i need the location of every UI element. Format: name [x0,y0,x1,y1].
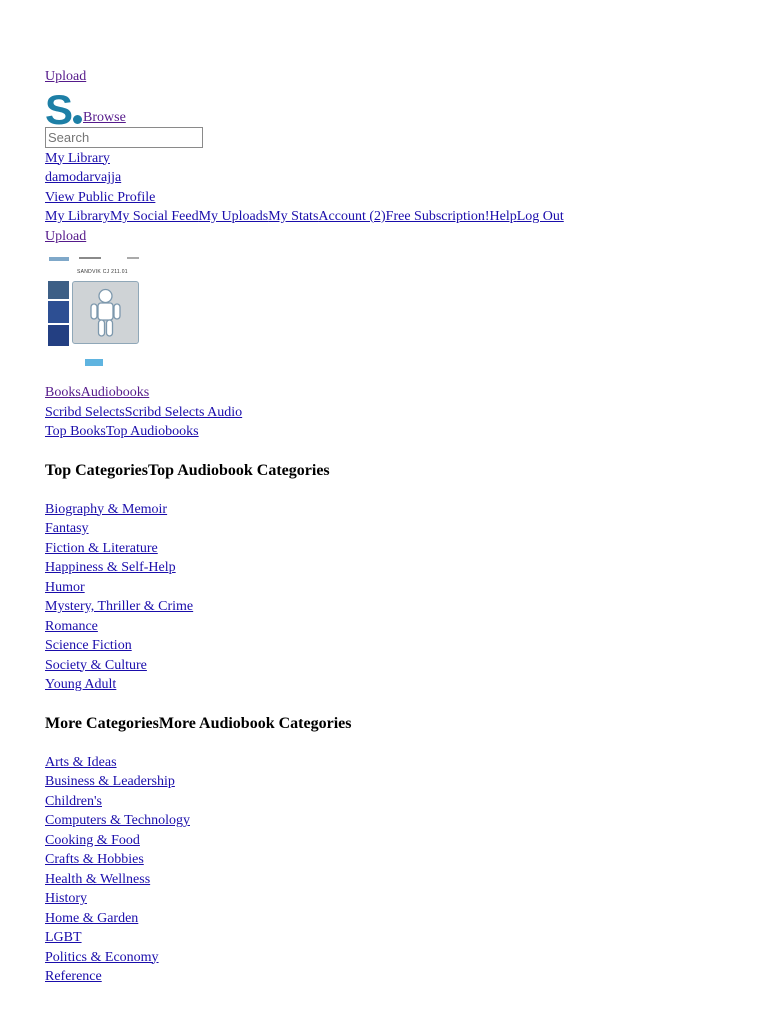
menu-log-out[interactable]: Log Out [516,209,564,224]
more-audiobook-categories-label: More Audiobook Categories [158,714,352,732]
category-arts-ideas[interactable]: Arts & Ideas [45,754,117,770]
category-society-culture[interactable]: Society & Culture [45,657,147,673]
category-history[interactable]: History [45,891,87,906]
category-humor[interactable]: Humor [45,579,85,595]
category-politics-economy[interactable]: Politics & Economy [45,949,159,965]
top-audiobooks-link[interactable]: Top Audiobooks [105,424,199,439]
category-health-wellness[interactable]: Health & Wellness [45,871,151,887]
category-happiness-self-help[interactable]: Happiness & Self-Help [45,560,176,575]
menu-my-stats[interactable]: My Stats [268,209,319,224]
menu-my-library[interactable]: My Library [45,209,110,224]
category-romance[interactable]: Romance [45,618,98,634]
browse-row-3 [45,422,745,442]
user-menu [45,207,745,227]
top-audiobook-categories-label: Top Audiobook Categories [147,461,330,479]
category-cooking-food[interactable]: Cooking & Food [45,832,140,848]
category-mystery-thriller-crime[interactable]: Mystery, Thriller & Crime [45,599,194,614]
scribd-logo[interactable] [45,85,82,133]
browse-row-1 [45,383,745,403]
scribd-selects-link[interactable]: Scribd Selects [45,404,125,420]
category-childrens[interactable]: Children's [45,793,102,809]
username-link[interactable]: damodarvajja [45,170,122,185]
browse-link[interactable]: Browse [83,109,126,125]
menu-free-subscription[interactable]: Free Subscription! [385,209,490,224]
menu-my-uploads[interactable]: My Uploads [198,209,269,224]
thumbnail-doc-title: SANDVIK CJ 211.01 [77,269,128,275]
category-fantasy[interactable]: Fantasy [45,521,89,536]
view-public-profile-link[interactable]: View Public Profile [45,189,156,205]
category-business-leadership[interactable]: Business & Leadership [45,774,175,789]
audiobooks-link[interactable]: Audiobooks [80,385,150,400]
page-content [45,67,745,987]
menu-account[interactable]: Account (2) [318,209,386,224]
scribd-selects-audio-link[interactable]: Scribd Selects Audio [124,404,243,420]
category-reference[interactable]: Reference [45,969,102,984]
menu-help[interactable]: Help [489,209,517,224]
top-categories-label: Top Categories [45,461,148,479]
more-categories-label: More Categories [45,714,159,732]
category-crafts-hobbies[interactable]: Crafts & Hobbies [45,852,144,867]
category-computers-technology[interactable]: Computers & Technology [45,813,190,828]
upload-link[interactable]: Upload [45,69,87,84]
top-categories-heading [45,461,745,481]
thumbnail-header [47,254,141,266]
menu-my-social-feed[interactable]: My Social Feed [109,209,199,224]
category-biography-memoir[interactable]: Biography & Memoir [45,501,168,517]
logo-letter: S [45,85,73,133]
category-young-adult[interactable]: Young Adult [45,677,117,692]
category-home-garden[interactable]: Home & Garden [45,910,139,926]
browse-row-2 [45,403,745,423]
more-categories-heading [45,714,745,734]
thumbnail-badge [85,359,103,366]
person-placeholder-icon [72,281,139,344]
thumbnail-image-strip [48,281,69,346]
logo-browse-row [45,85,745,133]
document-thumbnail[interactable] [45,254,145,374]
upload-link-2[interactable]: Upload [45,228,87,244]
category-science-fiction[interactable]: Science Fiction [45,638,132,653]
category-fiction-literature[interactable]: Fiction & Literature [45,540,158,556]
books-link[interactable]: Books [45,385,81,400]
top-books-link[interactable]: Top Books [45,424,106,439]
my-library-link[interactable]: My Library [45,150,110,166]
logo-dot-icon [73,115,82,124]
category-lgbt[interactable]: LGBT [45,930,82,945]
